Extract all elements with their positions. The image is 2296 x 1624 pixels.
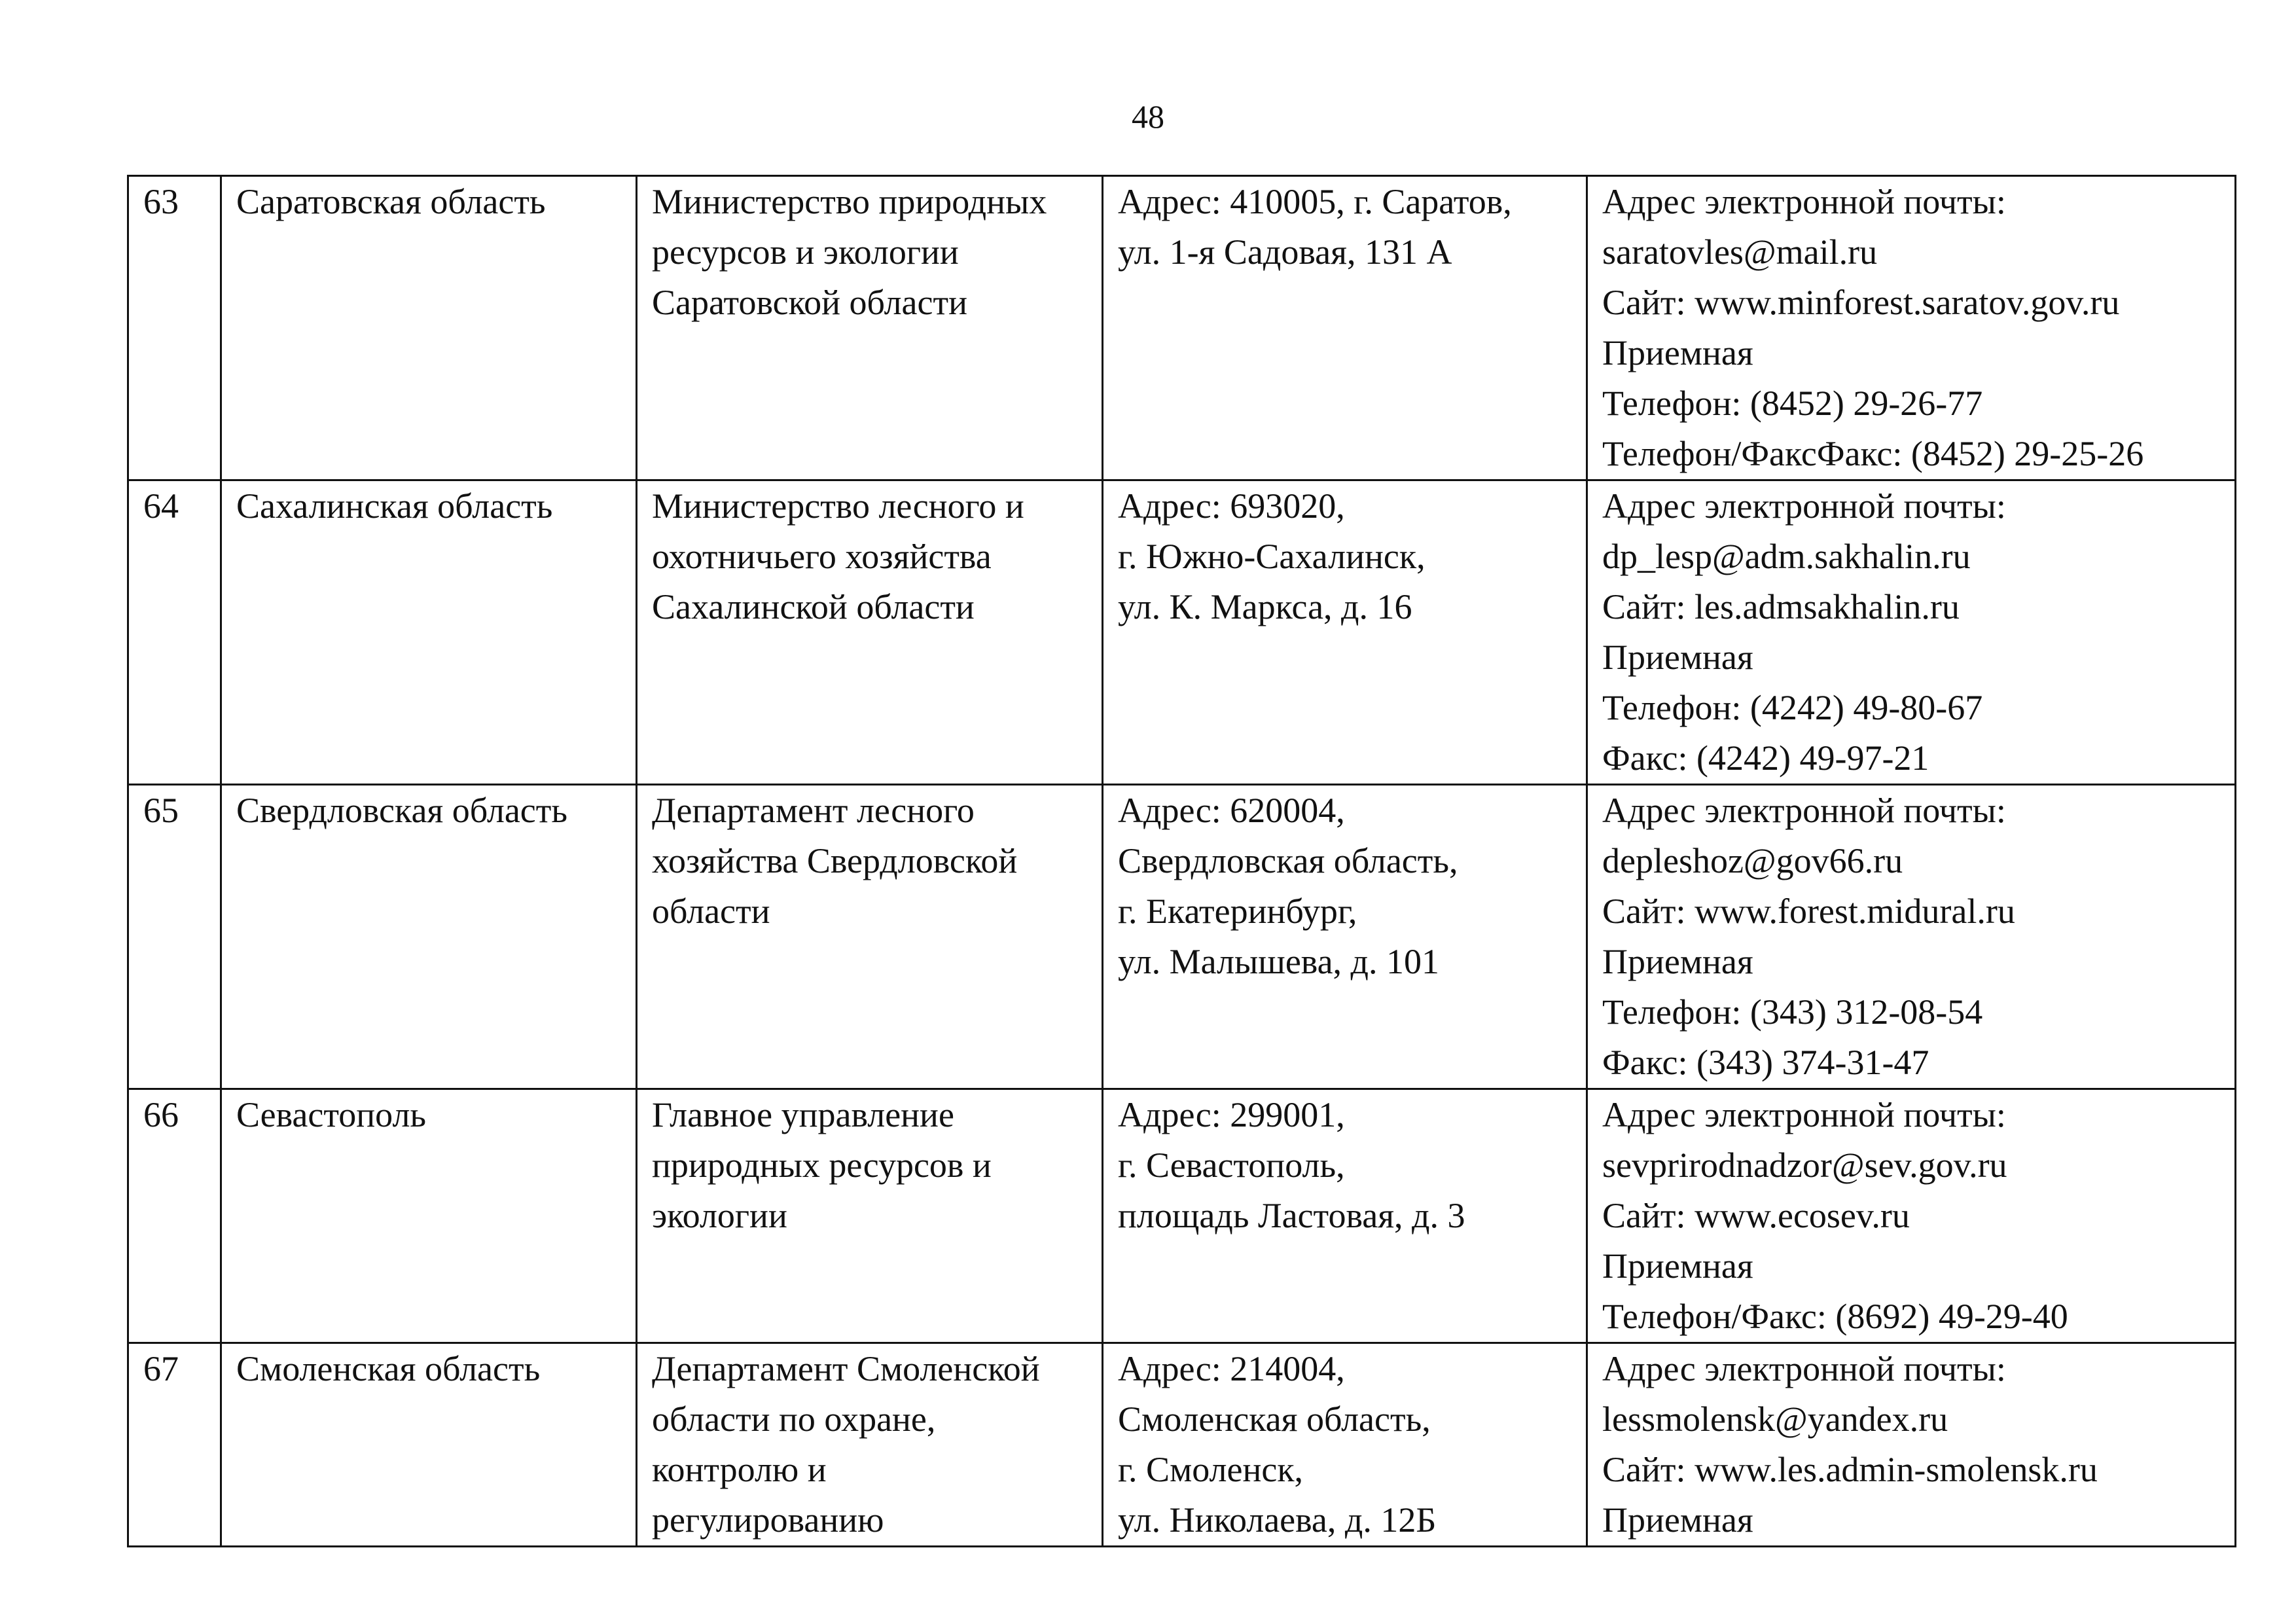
region-cell: Свердловская область bbox=[221, 785, 637, 1089]
row-number: 67 bbox=[128, 1343, 221, 1547]
organization-cell: Министерство лесного и охотничьего хозяйства Сахалинской области bbox=[637, 480, 1103, 785]
email-link[interactable]: depleshoz@gov66.ru bbox=[1602, 841, 1903, 880]
address-cell: Адрес: 620004, Свердловская область, г. Екатеринбург, ул. Малышева, д. 101 bbox=[1103, 785, 1587, 1089]
website-link[interactable]: Сайт: www.forest.midural.ru bbox=[1602, 892, 2015, 931]
organization-cell: Департамент лесного хозяйства Свердловской области bbox=[637, 785, 1103, 1089]
contacts-cell: Адрес электронной почты: depleshoz@gov66.ru Сайт: www.forest.midural.ru Приемная Телефон: (343) 312-08-54 Факс: (343) 374-31-47 bbox=[1587, 785, 2236, 1089]
row-number: 66 bbox=[128, 1089, 221, 1343]
region-cell: Смоленская область bbox=[221, 1343, 637, 1547]
region-cell: Севастополь bbox=[221, 1089, 637, 1343]
page-number: 48 bbox=[1132, 98, 1164, 135]
table-row bbox=[128, 1089, 2236, 1343]
email-link[interactable]: saratovles@mail.ru bbox=[1602, 232, 1878, 272]
website-link[interactable]: Сайт: www.ecosev.ru bbox=[1602, 1196, 1910, 1235]
address-cell: Адрес: 214004, Смоленская область, г. Смоленск, ул. Николаева, д. 12Б bbox=[1103, 1343, 1587, 1547]
contacts-table bbox=[127, 175, 2236, 1547]
row-number: 63 bbox=[128, 176, 221, 480]
region-cell: Саратовская область bbox=[221, 176, 637, 480]
email-link[interactable]: sevprirodnadzor@sev.gov.ru bbox=[1602, 1146, 2007, 1185]
region-cell: Сахалинская область bbox=[221, 480, 637, 785]
table-row bbox=[128, 480, 2236, 785]
row-number: 65 bbox=[128, 785, 221, 1089]
contacts-cell: Адрес электронной почты: sevprirodnadzor@sev.gov.ru Сайт: www.ecosev.ru Приемная Телефон/Факс: (8692) 49-29-40 bbox=[1587, 1089, 2236, 1343]
table-row bbox=[128, 785, 2236, 1089]
organization-cell: Департамент Смоленской области по охране, контролю и регулированию bbox=[637, 1343, 1103, 1547]
email-link[interactable]: dp_lesp@adm.sakhalin.ru bbox=[1602, 537, 1971, 576]
organization-cell: Министерство природных ресурсов и экологии Саратовской области bbox=[637, 176, 1103, 480]
website-link[interactable]: Сайт: www.minforest.saratov.gov.ru bbox=[1602, 283, 2120, 322]
organization-cell: Главное управление природных ресурсов и экологии bbox=[637, 1089, 1103, 1343]
contacts-cell: Адрес электронной почты: lessmolensk@yandex.ru Сайт: www.les.admin-smolensk.ru Приемная bbox=[1587, 1343, 2236, 1547]
address-cell: Адрес: 693020, г. Южно-Сахалинск, ул. К. Маркса, д. 16 bbox=[1103, 480, 1587, 785]
website-link[interactable]: Сайт: les.admsakhalin.ru bbox=[1602, 587, 1960, 626]
table-row bbox=[128, 1343, 2236, 1547]
address-cell: Адрес: 299001, г. Севастополь, площадь Ластовая, д. 3 bbox=[1103, 1089, 1587, 1343]
email-link[interactable]: lessmolensk@yandex.ru bbox=[1602, 1399, 1948, 1439]
website-link[interactable]: Сайт: www.les.admin-smolensk.ru bbox=[1602, 1450, 2098, 1489]
row-number: 64 bbox=[128, 480, 221, 785]
table-row bbox=[128, 176, 2236, 480]
contacts-cell: Адрес электронной почты: dp_lesp@adm.sakhalin.ru Сайт: les.admsakhalin.ru Приемная Телефон: (4242) 49-80-67 Факс: (4242) 49-97-21 bbox=[1587, 480, 2236, 785]
address-cell: Адрес: 410005, г. Саратов, ул. 1-я Садовая, 131 А bbox=[1103, 176, 1587, 480]
contacts-cell: Адрес электронной почты: saratovles@mail.ru Сайт: www.minforest.saratov.gov.ru Приемная Телефон: (8452) 29-26-77 Телефон/ФаксФакс: (8452) 29-25-26 bbox=[1587, 176, 2236, 480]
